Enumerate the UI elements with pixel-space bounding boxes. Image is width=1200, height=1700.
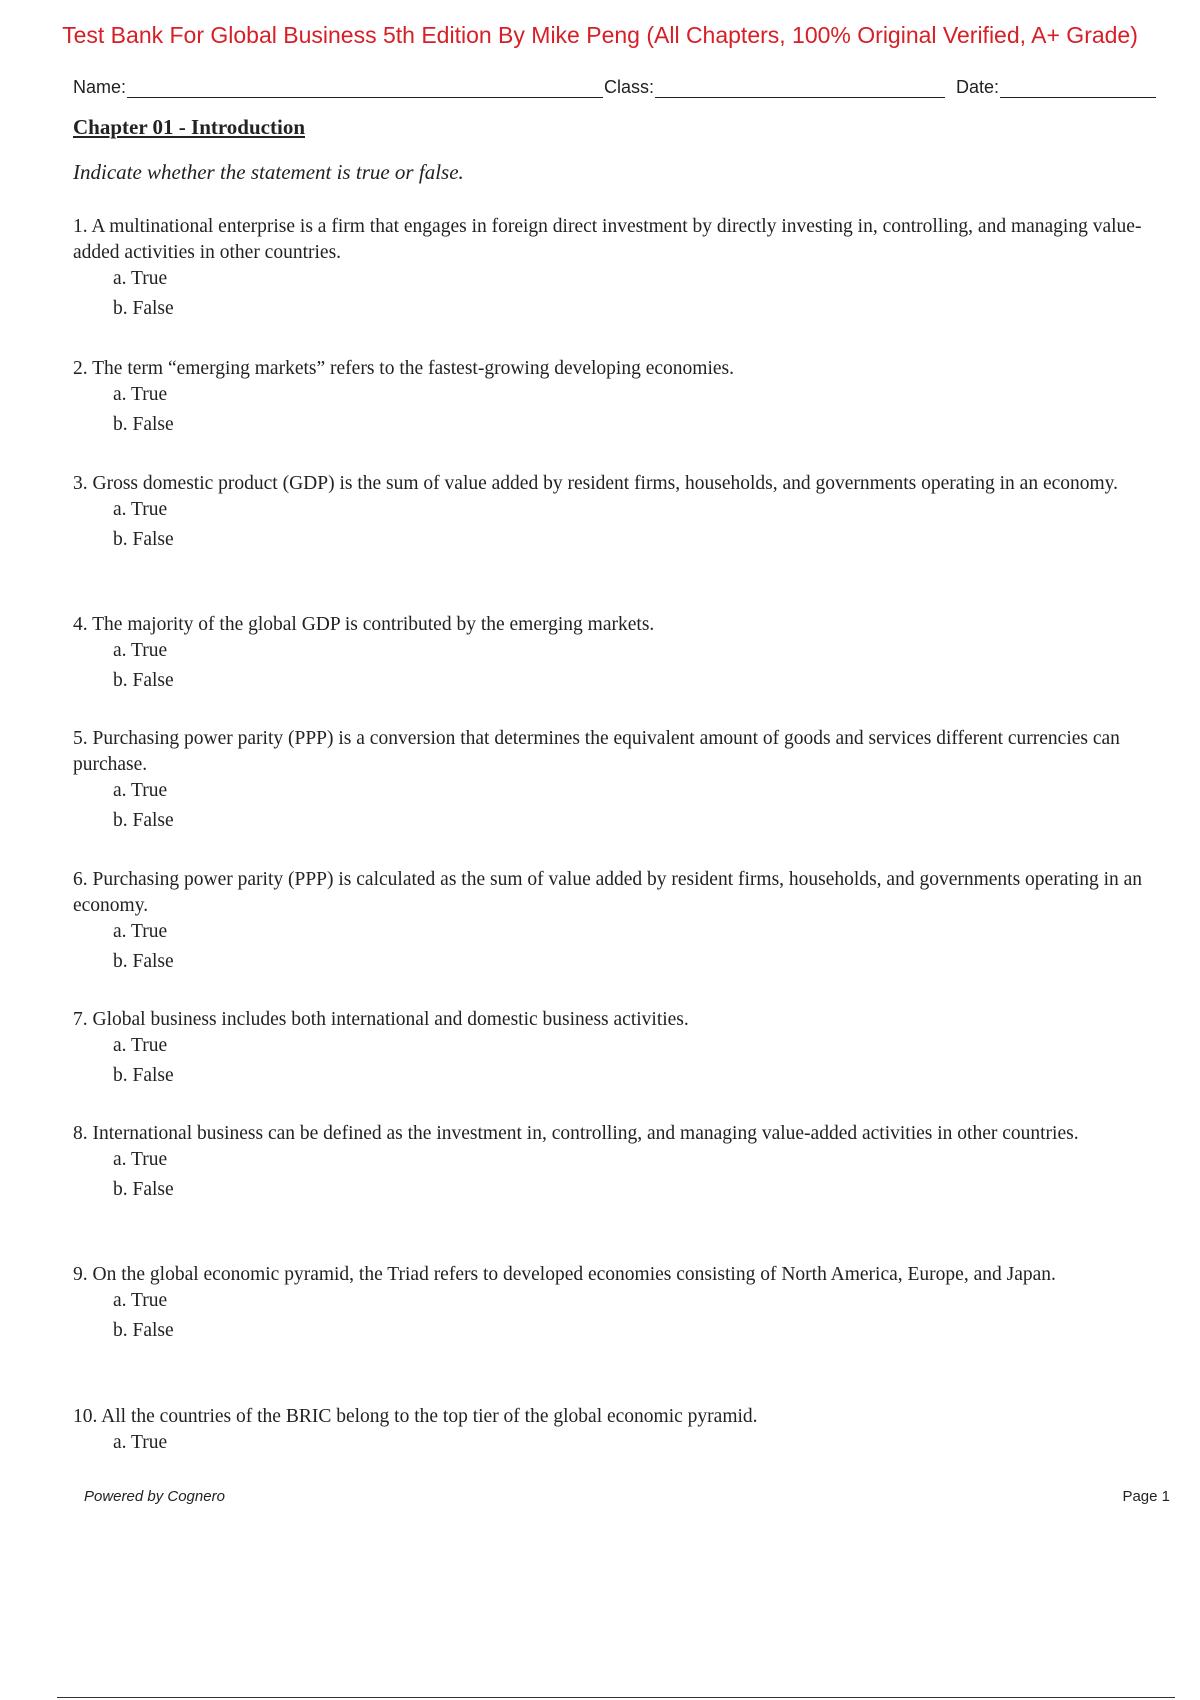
question-item	[73, 867, 1163, 975]
date-blank-line	[1000, 71, 1156, 98]
document-banner: Test Bank For Global Business 5th Edition By Mike Peng (All Chapters, 100% Original Verified, A+ Grade)	[62, 22, 1138, 48]
question-text: 2. The term “emerging markets” refers to the fastest-growing developing economies.	[73, 358, 734, 379]
chapter-title: Chapter 01 - Introduction	[73, 115, 305, 139]
date-label: Date:	[956, 77, 1000, 97]
page-divider	[57, 1697, 1175, 1698]
question-text: 7. Global business includes both international and domestic business activities.	[73, 1009, 689, 1030]
option-true: a. True	[113, 1290, 168, 1311]
question-item	[73, 1404, 1163, 1456]
instructions: Indicate whether the statement is true or false.	[73, 160, 464, 184]
question-text: 4. The majority of the global GDP is contributed by the emerging markets.	[73, 614, 655, 635]
question-item	[73, 1007, 1163, 1089]
question-text: 5. Purchasing power parity (PPP) is a conversion that determines the equivalent amount of goods and services different currencies can purchase.	[73, 728, 1120, 775]
option-true: a. True	[113, 921, 168, 942]
option-false: b. False	[113, 529, 174, 550]
question-text: 6. Purchasing power parity (PPP) is calculated as the sum of value added by resident firms, households, and governments operating in an economy.	[73, 869, 1143, 916]
question-item	[73, 214, 1163, 322]
question-text: 8. International business can be defined as the investment in, controlling, and managing value-added activities in other countries.	[73, 1123, 1079, 1144]
option-true: a. True	[113, 640, 168, 661]
question-item	[73, 1121, 1163, 1203]
date-field	[956, 70, 1156, 98]
page-number: Page 1	[1122, 1488, 1170, 1505]
option-false: b. False	[113, 670, 174, 691]
question-item	[73, 726, 1163, 834]
question-item	[73, 471, 1163, 553]
option-false: b. False	[113, 1065, 174, 1086]
option-true: a. True	[113, 1035, 168, 1056]
class-field	[604, 70, 945, 98]
student-info-row	[73, 70, 1160, 102]
class-blank-line	[655, 71, 945, 98]
option-true: a. True	[113, 1432, 168, 1453]
question-text: 3. Gross domestic product (GDP) is the sum of value added by resident firms, households, and governments operating in an economy.	[73, 473, 1119, 494]
name-field	[73, 70, 603, 98]
option-true: a. True	[113, 780, 168, 801]
option-true: a. True	[113, 1149, 168, 1170]
option-false: b. False	[113, 1320, 174, 1341]
option-true: a. True	[113, 499, 168, 520]
class-label: Class:	[604, 77, 655, 97]
question-item	[73, 356, 1163, 438]
question-text: 1. A multinational enterprise is a firm that engages in foreign direct investment by directly investing in, controlling, and managing value-added activities in other countries.	[73, 216, 1142, 263]
name-label: Name:	[73, 77, 127, 97]
option-false: b. False	[113, 298, 174, 319]
powered-by-label: Powered by Cognero	[84, 1488, 225, 1505]
option-false: b. False	[113, 810, 174, 831]
question-text: 10. All the countries of the BRIC belong to the top tier of the global economic pyramid.	[73, 1406, 758, 1427]
option-true: a. True	[113, 384, 168, 405]
option-false: b. False	[113, 1179, 174, 1200]
name-blank-line	[127, 71, 603, 98]
option-false: b. False	[113, 414, 174, 435]
question-item	[73, 612, 1163, 694]
option-false: b. False	[113, 951, 174, 972]
option-true: a. True	[113, 268, 168, 289]
question-item	[73, 1262, 1163, 1344]
question-text: 9. On the global economic pyramid, the Triad refers to developed economies consisting of North America, Europe, and Japan.	[73, 1264, 1056, 1285]
